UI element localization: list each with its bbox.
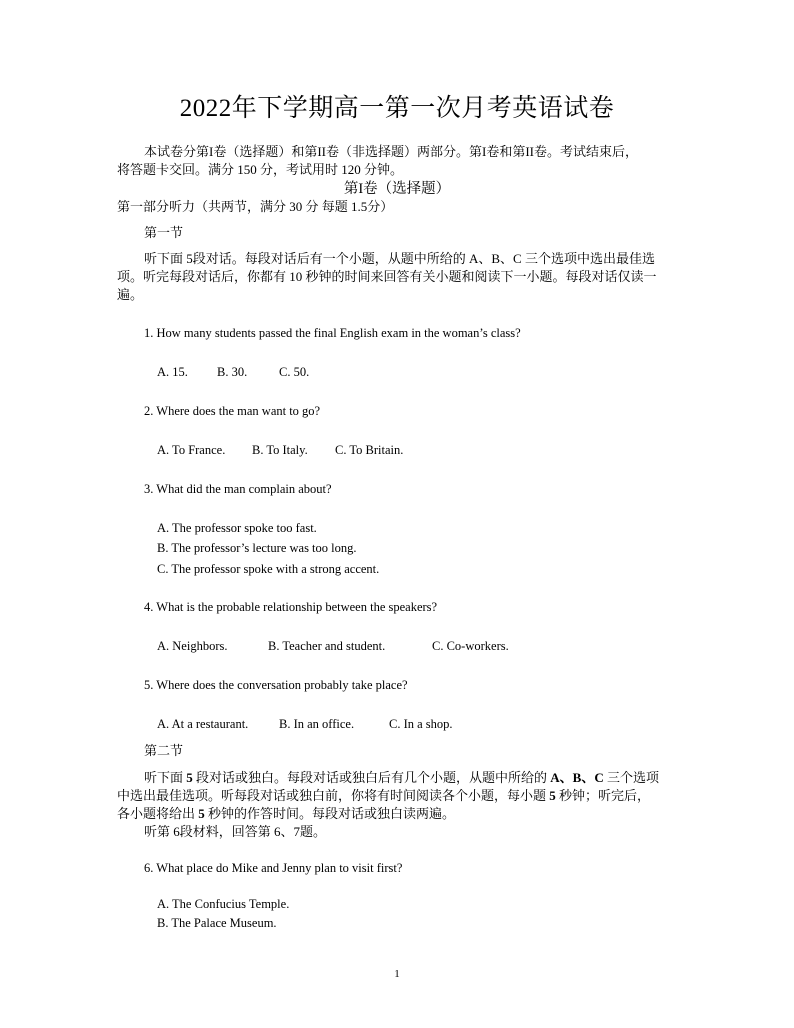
part1-heading: 第一部分听力（共两节，满分 30 分 每题 1.5分）: [117, 199, 394, 214]
option-b: B. 30.: [217, 365, 248, 379]
question-2-options: [157, 443, 403, 458]
option-c: C. To Britain.: [335, 443, 404, 457]
intro-line-2: 将答题卡交回。满分 150 分，考试用时 120 分钟。: [117, 162, 404, 177]
section1-heading: 第一节: [144, 225, 184, 240]
question-3-option-c: C. The professor spoke with a strong accent.: [157, 562, 380, 576]
instruction-text: 三个选项: [603, 770, 659, 785]
section1-instruction-line-3: 遍。: [117, 287, 144, 302]
question-2-stem: 2. Where does the man want to go?: [144, 404, 321, 418]
question-3-option-b: B. The professor’s lecture was too long.: [157, 541, 357, 555]
question-1-stem: 1. How many students passed the final English exam in the woman’s class?: [144, 326, 521, 340]
question-3-stem: 3. What did the man complain about?: [144, 482, 332, 496]
question-6-stem: 6. What place do Mike and Jenny plan to visit first?: [144, 861, 403, 875]
question-5-stem: 5. Where does the conversation probably take place?: [144, 678, 408, 692]
question-3-option-a: A. The professor spoke too fast.: [157, 521, 317, 535]
instruction-bold-text: 5: [186, 770, 193, 785]
section1-instruction-line-1: 听下面 5段对话。每段对话后有一个小题，从题中所给的 A、B、C 三个选项中选出最佳选: [144, 251, 655, 266]
option-a: A. Neighbors.: [157, 639, 228, 653]
instruction-text: 中选出最佳选项。听每段对话或独白前，你将有时间阅读各个小题，每小题: [117, 788, 550, 803]
instruction-text: 秒钟；听完后，: [555, 788, 651, 803]
option-a: A. At a restaurant.: [157, 717, 249, 731]
option-c: C. Co-workers.: [432, 639, 509, 653]
option-b: B. In an office.: [279, 717, 355, 731]
section1-instruction-line-2: 项。听完每段对话后，你都有 10 秒钟的时间来回答有关小题和阅读下一小题。每段对话仅读一: [117, 269, 657, 284]
section2-instruction-line-3: [117, 805, 455, 823]
option-a: A. 15.: [157, 365, 188, 379]
option-c: C. 50.: [279, 365, 310, 379]
material-instruction: 听第 6段材料，回答第 6、7题。: [144, 824, 327, 839]
question-5-options: [157, 717, 453, 732]
volume-title: 第I卷（选择题）: [343, 181, 451, 197]
option-b: B. Teacher and student.: [268, 639, 386, 653]
intro-line-1: 本试卷分第I卷（选择题）和第II卷（非选择题）两部分。第I卷和第II卷。考试结束后，: [144, 144, 638, 159]
option-a: A. To France.: [157, 443, 226, 457]
question-4-options: [157, 639, 509, 654]
instruction-text: 各小题将给出: [117, 806, 199, 821]
instruction-bold-text: 5: [198, 806, 205, 821]
instruction-text: 听下面: [144, 770, 187, 785]
option-b: B. To Italy.: [252, 443, 308, 457]
instruction-text: 秒钟的作答时间。每段对话或独白读两遍。: [204, 806, 456, 821]
question-6-option-b: B. The Palace Museum.: [157, 916, 277, 930]
instruction-text: 段对话或独白。每段对话或独白后有几个小题，从题中所给的: [192, 770, 551, 785]
instruction-bold-text: A、B、C: [550, 770, 604, 785]
section2-instruction-line-1: [144, 769, 659, 787]
section2-instruction-line-2: [117, 787, 650, 805]
question-1-options: [157, 365, 309, 380]
question-4-stem: 4. What is the probable relationship between the speakers?: [144, 600, 438, 614]
instruction-bold-text: 5: [549, 788, 556, 803]
question-6-option-a: A. The Confucius Temple.: [157, 897, 290, 911]
option-c: C. In a shop.: [389, 717, 453, 731]
section2-heading: 第二节: [144, 743, 184, 758]
page-title: 2022年下学期高一第一次月考英语试卷: [179, 95, 615, 122]
page-number: 1: [394, 968, 400, 980]
